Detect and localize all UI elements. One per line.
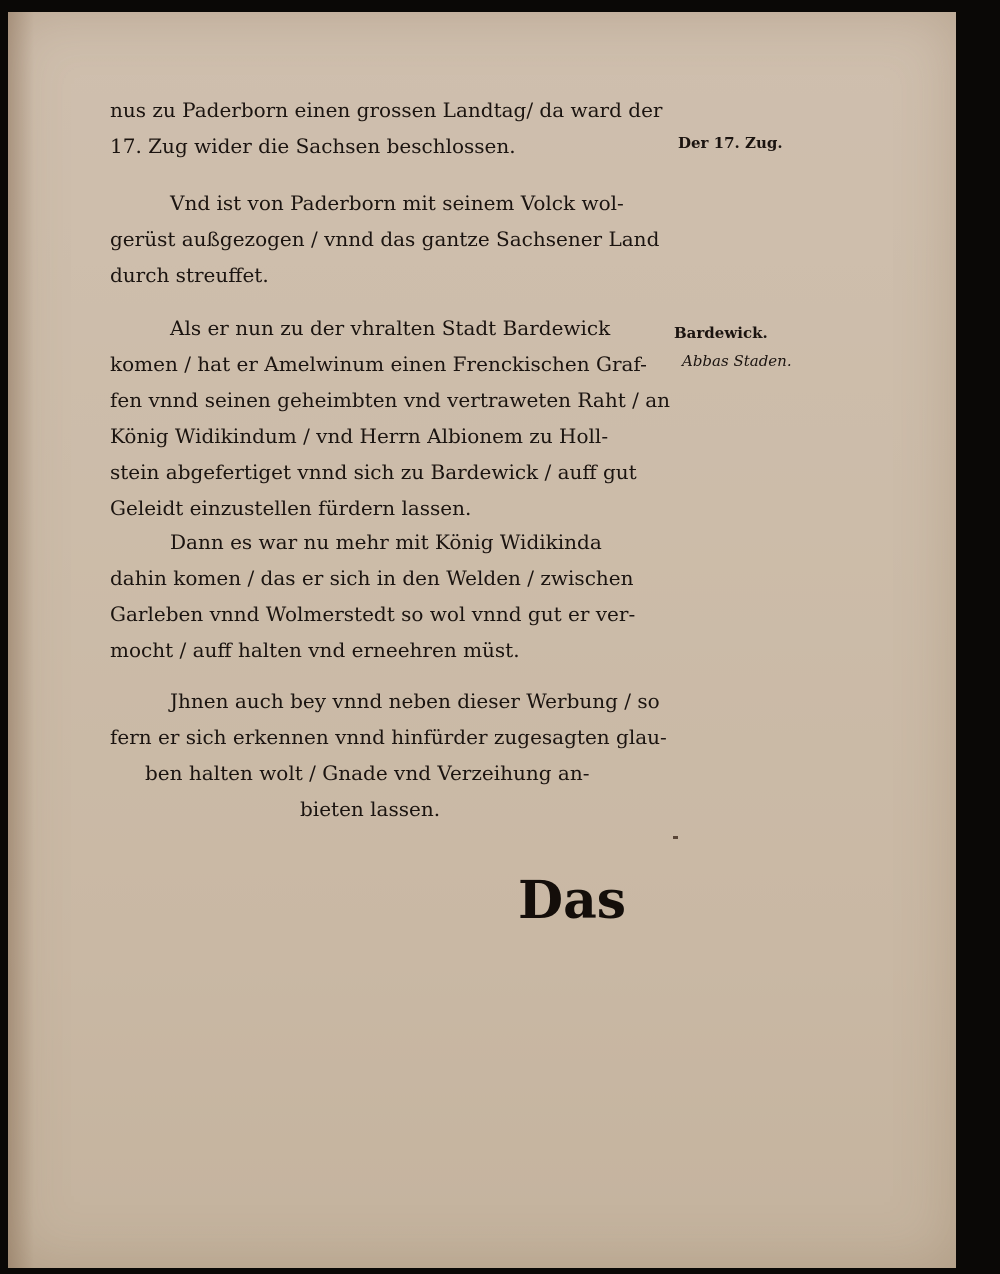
margin-note-bardewick: Bardewick. <box>674 324 768 342</box>
text-line: 17. Zug wider die Sachsen beschlossen. <box>110 134 516 158</box>
margin-note-abbas-staden: Abbas Staden. <box>682 352 792 370</box>
text-line: mocht / auff halten vnd erneehren müst. <box>110 638 520 662</box>
text-line: Garleben vnnd Wolmerstedt so wol vnnd gut er ver- <box>110 602 636 626</box>
paragraph-5 <box>110 683 690 827</box>
text-line: durch streuffet. <box>110 263 269 287</box>
text-line: dahin komen / das er sich in den Welden / zwischen <box>110 566 634 590</box>
catchword: Das <box>518 870 627 931</box>
text-line: Dann es war nu mehr mit König Widikinda <box>170 530 602 554</box>
ink-speck <box>673 836 678 839</box>
text-line: fern er sich erkennen vnnd hinfürder zugesagten glau- <box>110 725 667 749</box>
text-line: Als er nun zu der vhralten Stadt Bardewick <box>170 316 611 340</box>
paragraph-2 <box>110 185 690 293</box>
text-line: bieten lassen. <box>300 797 441 821</box>
text-line: komen / hat er Amelwinum einen Frenckischen Graf- <box>110 352 647 376</box>
margin-note-zug: Der 17. Zug. <box>678 134 783 152</box>
paragraph-4 <box>110 524 690 668</box>
text-line: nus zu Paderborn einen grossen Landtag/ da ward der <box>110 98 663 122</box>
paragraph-3 <box>110 310 690 526</box>
text-line: König Widikindum / vnd Herrn Albionem zu Holl- <box>110 424 609 448</box>
text-line: gerüst außgezogen / vnnd das gantze Sachsener Land <box>110 227 660 251</box>
text-line: Vnd ist von Paderborn mit seinem Volck wol- <box>170 191 624 215</box>
text-line: Geleidt einzustellen fürdern lassen. <box>110 496 472 520</box>
text-line: stein abgefertiget vnnd sich zu Bardewick / auff gut <box>110 460 637 484</box>
text-line: Jhnen auch bey vnnd neben dieser Werbung / so <box>170 689 660 713</box>
text-line: fen vnnd seinen geheimbten vnd vertraweten Raht / an <box>110 388 671 412</box>
text-line: ben halten wolt / Gnade vnd Verzeihung an- <box>145 761 590 785</box>
book-page <box>8 12 956 1268</box>
paragraph-1 <box>110 92 690 164</box>
